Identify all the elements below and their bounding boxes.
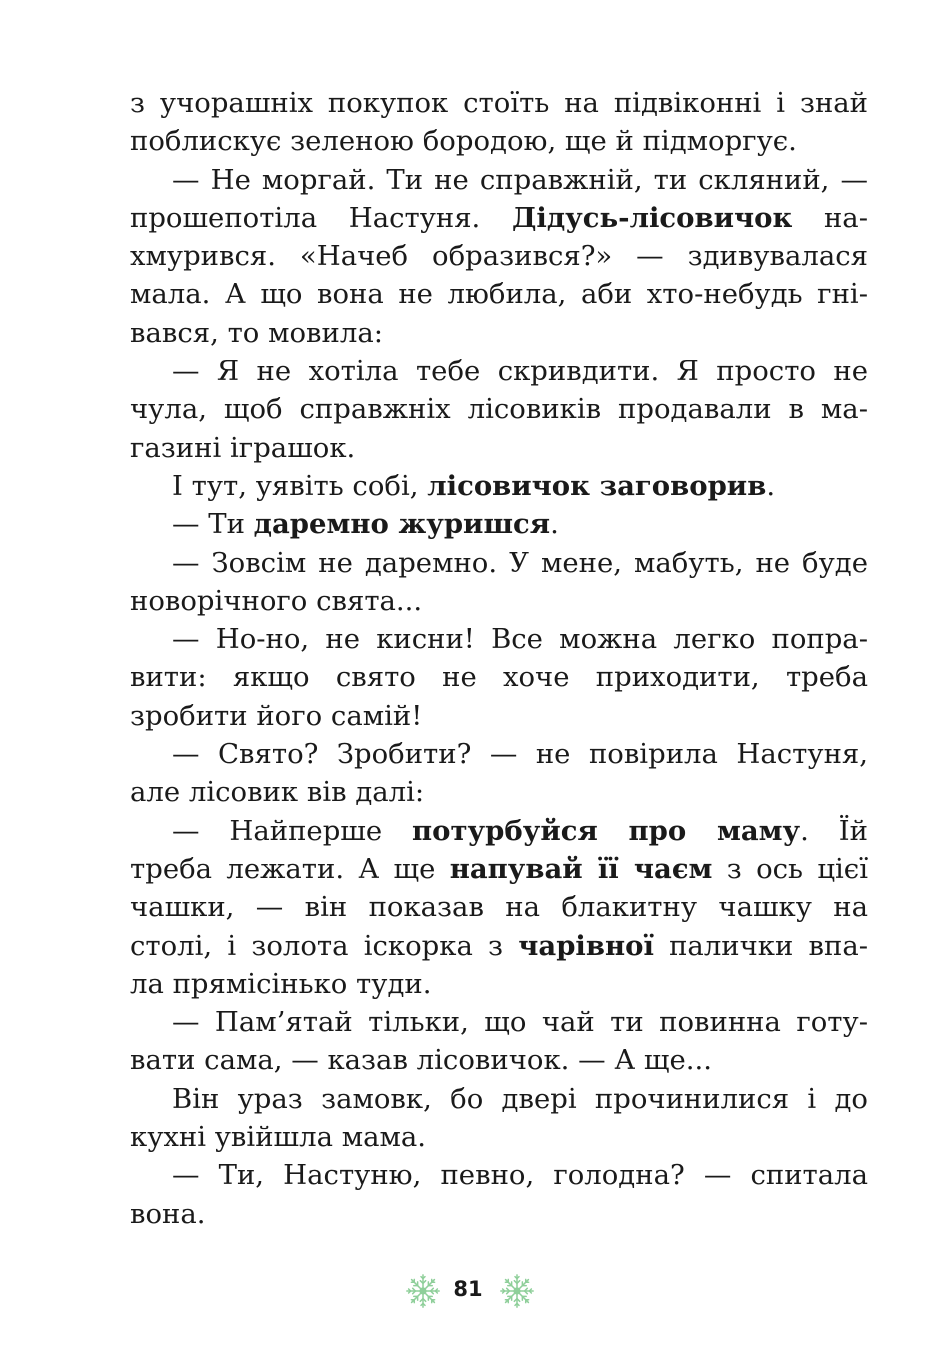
text-run: зробити його самій! (130, 699, 423, 732)
text-run: чула, щоб справжніх лісовиків продавали в ма- (130, 393, 868, 426)
text-line (130, 544, 868, 582)
text-run: вона. (130, 1197, 206, 1230)
text-run: — Не моргай. Ти не справжній, ти скляний, — (172, 163, 868, 196)
text-line (130, 1003, 868, 1041)
text-line (130, 1118, 868, 1156)
text-run: столі, і золота іскорка з (130, 929, 519, 962)
text-line (130, 773, 868, 811)
text-run: але лісовик вів далі: (130, 776, 425, 809)
text-run: І тут, уявіть собі, (172, 469, 428, 502)
text-line (130, 199, 868, 237)
text-line (130, 275, 868, 313)
text-line (130, 658, 868, 696)
text-line (130, 1156, 868, 1194)
text-line (130, 850, 868, 888)
text-line (130, 314, 868, 352)
text-run: . (550, 508, 559, 541)
text-line (130, 429, 868, 467)
bold-phrase: Дідусь-лісовичок (511, 201, 793, 234)
text-run: — Зовсім не даремно. У мене, мабуть, не буде (172, 546, 868, 579)
text-line (130, 352, 868, 390)
text-line (130, 697, 868, 735)
text-line (130, 735, 868, 773)
text-line (130, 122, 868, 160)
text-line (130, 1080, 868, 1118)
text-run: ла прямісінько туди. (130, 967, 432, 1000)
text-run: . (766, 469, 776, 502)
text-run: — Ти, Настуню, певно, голодна? — спитала (172, 1159, 868, 1192)
text-line (130, 812, 868, 850)
text-run: мала. А що вона не любила, аби хто-небудь гні- (130, 278, 868, 311)
bold-phrase: даремно журишся (253, 508, 551, 541)
text-run: — Ти (172, 508, 254, 541)
text-line (130, 1041, 868, 1079)
text-run: чашки, — він показав на блакитну чашку на (130, 891, 868, 924)
text-run: палички впа- (653, 929, 869, 962)
page-footer (0, 1270, 935, 1310)
text-line (130, 620, 868, 658)
right-snowflake-ornament-icon (498, 1272, 536, 1310)
text-run: — Свято? Зробити? — не повірила Настуня, (172, 738, 868, 771)
story-text (130, 84, 868, 1233)
text-line (130, 467, 868, 505)
text-run: — Найперше (172, 814, 413, 847)
text-line (130, 1195, 868, 1233)
text-line (130, 84, 868, 122)
text-run: кухні увійшла мама. (130, 1121, 427, 1154)
text-run: треба лежати. А ще (130, 852, 450, 885)
page-number: 81 (453, 1277, 483, 1301)
bold-phrase: лісовичок заговорив (427, 469, 767, 502)
text-run: новорічного свята... (130, 584, 423, 617)
text-line (130, 161, 868, 199)
text-line (130, 237, 868, 275)
left-snowflake-ornament-icon (404, 1272, 442, 1310)
text-run: — Но-но, не кисни! Все можна легко попра- (172, 623, 868, 656)
text-run: вити: якщо свято не хоче приходити, треба (130, 661, 868, 694)
bold-phrase: чарівної (518, 929, 654, 962)
text-run: з ось цієї (712, 852, 868, 885)
text-run: Він ураз замовк, бо двері прочинилися і до (172, 1082, 868, 1115)
text-run: вати сама, — казав лісовичок. — А ще... (130, 1044, 712, 1077)
text-run: — Пам’ятай тільки, що чай ти повинна готу- (172, 1006, 868, 1039)
text-run: хмурився. «Начеб образився?» — здивувалася (130, 240, 868, 273)
text-run: прошепотіла Настуня. (130, 201, 512, 234)
text-line (130, 927, 868, 965)
text-line (130, 888, 868, 926)
text-run: на- (792, 201, 868, 234)
text-run: з учорашніх покупок стоїть на підвіконні і знай (130, 87, 868, 119)
bold-phrase: напувай її чаєм (449, 852, 713, 885)
text-run: вався, то мовила: (130, 316, 383, 349)
text-line (130, 390, 868, 428)
bold-phrase: потурбуйся про маму (412, 814, 801, 847)
text-line (130, 582, 868, 620)
text-run: . Їй (800, 814, 868, 847)
text-run: поблискує зеленою бородою, ще й підморгує. (130, 125, 797, 158)
text-run: газині іграшок. (130, 431, 356, 464)
text-run: — Я не хотіла тебе скривдити. Я просто не (172, 355, 868, 388)
text-line (130, 965, 868, 1003)
text-line (130, 505, 868, 543)
